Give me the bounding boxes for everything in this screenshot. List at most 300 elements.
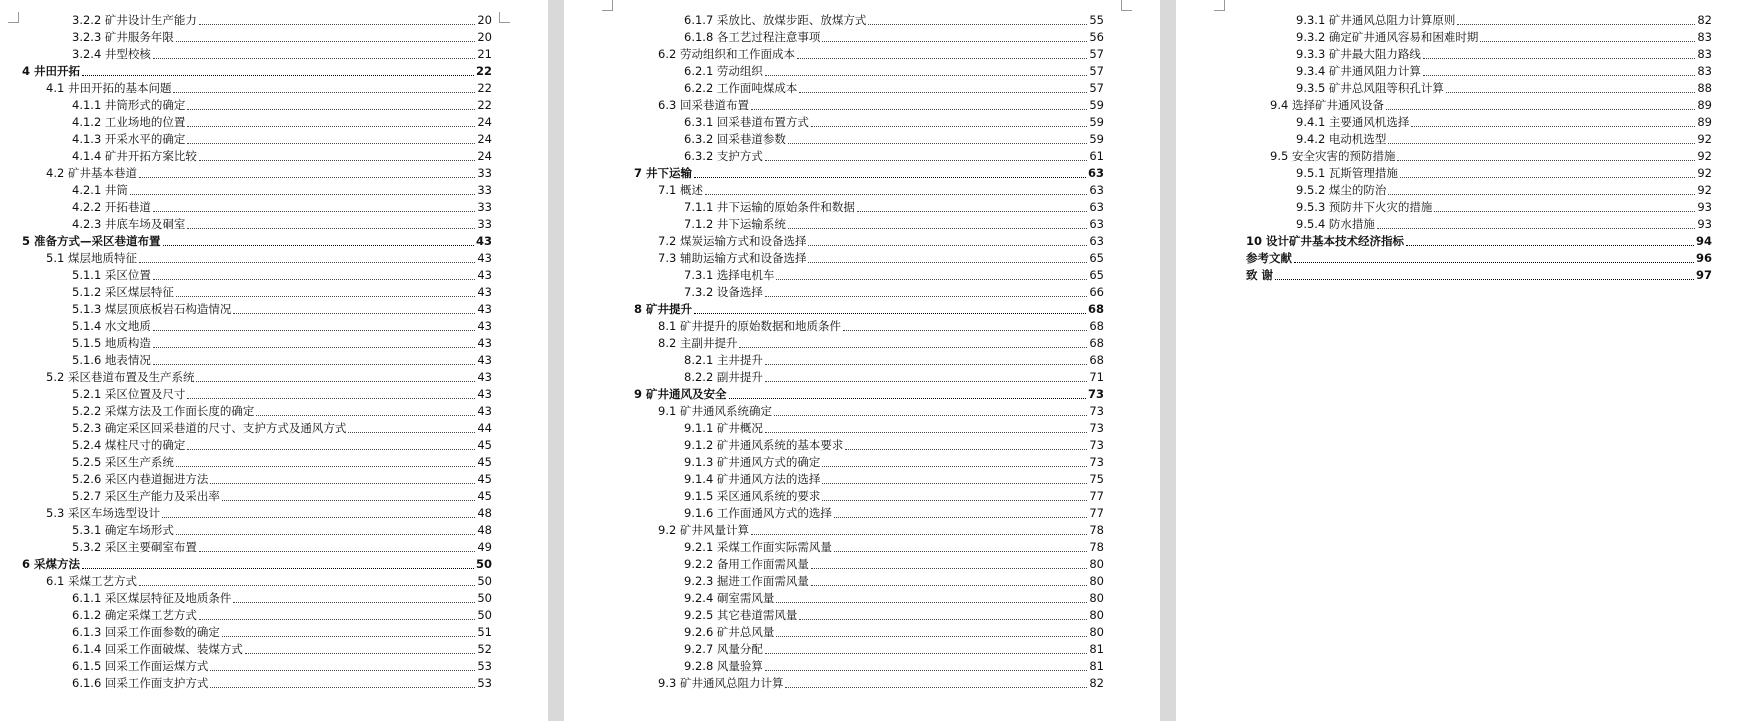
toc-entry-title: 8.2.1 主井提升	[684, 353, 763, 367]
toc-entry-page-number: 43	[477, 404, 492, 418]
toc-entry-page-number: 51	[477, 625, 492, 639]
toc-entry[interactable]	[72, 641, 492, 658]
dot-leader	[1434, 211, 1695, 212]
toc-entry-title: 3.2.4 井型校核	[72, 47, 151, 61]
toc-entry[interactable]	[72, 522, 492, 539]
dot-leader	[694, 177, 1086, 178]
toc-entry-page-number: 63	[1089, 217, 1104, 231]
toc-entry-title: 8.1 矿井提升的原始数据和地质条件	[658, 319, 841, 333]
toc-entry-title: 9.3.3 矿井最大阻力路线	[1296, 47, 1421, 61]
toc-entry-page-number: 97	[1695, 268, 1712, 282]
dot-leader	[808, 245, 1087, 246]
toc-entry[interactable]	[634, 165, 1104, 182]
toc-entry-page-number: 53	[477, 676, 492, 690]
toc-entry[interactable]	[1296, 80, 1712, 97]
toc-entry[interactable]	[46, 505, 492, 522]
toc-entry-page-number: 21	[477, 47, 492, 61]
dot-leader	[245, 653, 475, 654]
toc-entry-title: 9.5.4 防水措施	[1296, 217, 1375, 231]
toc-entry-page-number: 75	[1089, 472, 1104, 486]
dot-leader	[1446, 92, 1695, 93]
toc-entry-page-number: 89	[1697, 115, 1712, 129]
toc-entry-title: 8 矿井提升	[634, 302, 693, 316]
toc-entry-title: 5.3 采区车场选型设计	[46, 506, 160, 520]
toc-entry-title: 参考文献	[1246, 251, 1292, 265]
toc-entry-title: 9.3.2 确定矿井通风容易和困难时期	[1296, 30, 1479, 44]
dot-leader	[811, 568, 1087, 569]
toc-entry[interactable]	[684, 284, 1104, 301]
toc-entry-page-number: 77	[1089, 506, 1104, 520]
toc-entry-page-number: 48	[477, 506, 492, 520]
toc-entry[interactable]	[1246, 250, 1712, 267]
dot-leader	[751, 109, 1087, 110]
toc-entry-page-number: 65	[1089, 268, 1104, 282]
dot-leader	[811, 585, 1087, 586]
toc-entry-title: 5.1.6 地表情况	[72, 353, 151, 367]
toc-entry-page-number: 56	[1089, 30, 1104, 44]
dot-leader	[845, 449, 1087, 450]
toc-entry[interactable]	[72, 352, 492, 369]
toc-entry[interactable]	[72, 454, 492, 471]
dot-leader	[196, 381, 475, 382]
toc-entry-title: 9.3.4 矿井通风阻力计算	[1296, 64, 1421, 78]
toc-entry-title: 6.1.2 确定采煤工艺方式	[72, 608, 197, 622]
toc-entry-page-number: 83	[1697, 47, 1712, 61]
toc-entry-title: 9.4.2 电动机选型	[1296, 132, 1387, 146]
dot-leader	[222, 636, 475, 637]
toc-entry-page-number: 78	[1089, 523, 1104, 537]
toc-entry[interactable]	[684, 556, 1104, 573]
dot-leader	[162, 517, 475, 518]
dot-leader	[256, 415, 475, 416]
toc-entry-page-number: 22	[477, 98, 492, 112]
toc-entry-title: 9.5 安全灾害的预防措施	[1270, 149, 1396, 163]
toc-entry-page-number: 22	[477, 81, 492, 95]
toc-entry[interactable]	[72, 267, 492, 284]
toc-entry[interactable]	[1296, 114, 1712, 131]
dot-leader	[774, 415, 1087, 416]
dot-leader	[765, 296, 1087, 297]
toc-entry-page-number: 61	[1089, 149, 1104, 163]
toc-entry[interactable]	[72, 199, 492, 216]
dot-leader	[776, 279, 1087, 280]
toc-entry-page-number: 48	[477, 523, 492, 537]
dot-leader	[163, 245, 474, 246]
toc-entry[interactable]	[72, 335, 492, 352]
toc-entry-title: 5.1.5 地质构造	[72, 336, 151, 350]
toc-entry-title: 5.2.7 采区生产能力及采出率	[72, 489, 220, 503]
toc-entry[interactable]	[72, 437, 492, 454]
toc-entry[interactable]	[1296, 131, 1712, 148]
dot-leader	[348, 432, 475, 433]
toc-entry[interactable]	[658, 182, 1104, 199]
toc-entry[interactable]	[72, 182, 492, 199]
toc-entry[interactable]	[658, 233, 1104, 250]
toc-entry[interactable]	[684, 80, 1104, 97]
toc-entry[interactable]	[72, 539, 492, 556]
toc-entry-page-number: 59	[1089, 132, 1104, 146]
toc-entry-page-number: 73	[1089, 404, 1104, 418]
toc-entry-page-number: 53	[477, 659, 492, 673]
toc-entry[interactable]	[658, 97, 1104, 114]
toc-entry-title: 9.4.1 主要通风机选择	[1296, 115, 1410, 129]
toc-entry-page-number: 92	[1697, 149, 1712, 163]
toc-entry[interactable]	[72, 284, 492, 301]
toc-entry[interactable]	[684, 437, 1104, 454]
toc-entry-title: 9.4 选择矿井通风设备	[1270, 98, 1384, 112]
toc-entry-page-number: 63	[1089, 183, 1104, 197]
toc-entry-page-number: 68	[1089, 319, 1104, 333]
toc-entry[interactable]	[684, 505, 1104, 522]
toc-entry-title: 4 井田开拓	[22, 64, 81, 78]
toc-entry-page-number: 80	[1089, 625, 1104, 639]
toc-entry[interactable]	[22, 233, 492, 250]
toc-entry[interactable]	[72, 471, 492, 488]
toc-entry-title: 4.1.2 工业场地的位置	[72, 115, 186, 129]
toc-entry-title: 9.2.4 硐室需风量	[684, 591, 775, 605]
toc-entry-title: 6.2.2 工作面吨煤成本	[684, 81, 798, 95]
toc-entry-title: 6.2.1 劳动组织	[684, 64, 763, 78]
toc-entry-page-number: 59	[1089, 98, 1104, 112]
dot-leader	[785, 687, 1087, 688]
toc-entry-title: 3.2.3 矿井服务年限	[72, 30, 174, 44]
toc-entry[interactable]	[684, 352, 1104, 369]
toc-entry-page-number: 24	[477, 132, 492, 146]
toc-entry-title: 3.2.2 矿井设计生产能力	[72, 13, 197, 27]
dot-leader	[199, 160, 475, 161]
toc-entry-page-number: 43	[477, 387, 492, 401]
toc-entry[interactable]	[1296, 216, 1712, 233]
dot-leader	[1400, 177, 1695, 178]
dot-leader	[210, 670, 475, 671]
toc-entry-title: 9.2.8 风量验算	[684, 659, 763, 673]
toc-entry-title: 10 设计矿井基本技术经济指标	[1246, 234, 1405, 248]
toc-entry-page-number: 33	[477, 166, 492, 180]
dot-leader	[751, 534, 1087, 535]
dot-leader	[797, 58, 1087, 59]
toc-entry-page-number: 45	[477, 438, 492, 452]
toc-entry[interactable]	[684, 454, 1104, 471]
dot-leader	[176, 534, 475, 535]
toc-entry[interactable]	[684, 420, 1104, 437]
toc-entry-title: 9.2.5 其它巷道需风量	[684, 608, 798, 622]
toc-entry[interactable]	[634, 301, 1104, 318]
toc-entry-title: 5.1.3 煤层顶底板岩石构造情况	[72, 302, 232, 316]
toc-entry[interactable]	[684, 624, 1104, 641]
toc-entry-page-number: 66	[1089, 285, 1104, 299]
toc-entry-page-number: 80	[1089, 608, 1104, 622]
toc-entry-page-number: 63	[1087, 166, 1104, 180]
toc-entry[interactable]	[658, 522, 1104, 539]
toc-entry-title: 9.1 矿井通风系统确定	[658, 404, 772, 418]
toc-entry-page-number: 68	[1087, 302, 1104, 316]
dot-leader	[765, 364, 1087, 365]
toc-entry-title: 8.2 主副井提升	[658, 336, 738, 350]
toc-entry-title: 9.2.1 采煤工作面实际需风量	[684, 540, 832, 554]
toc-entry-page-number: 49	[477, 540, 492, 554]
document-page-3	[1176, 0, 1742, 721]
toc-entry-page-number: 73	[1089, 438, 1104, 452]
dot-leader	[130, 194, 475, 195]
dot-leader	[822, 466, 1087, 467]
toc-entry[interactable]	[684, 471, 1104, 488]
toc-entry[interactable]	[72, 318, 492, 335]
dot-leader	[765, 432, 1087, 433]
toc-entry[interactable]	[72, 624, 492, 641]
toc-entry-title: 5 准备方式—采区巷道布置	[22, 234, 161, 248]
toc-entry[interactable]	[684, 590, 1104, 607]
dot-leader	[822, 41, 1087, 42]
toc-entry[interactable]	[658, 46, 1104, 63]
dot-leader	[729, 398, 1086, 399]
dot-leader	[187, 449, 475, 450]
toc-entry[interactable]	[22, 556, 492, 573]
toc-entry-page-number: 50	[477, 608, 492, 622]
toc-entry[interactable]	[72, 403, 492, 420]
toc-entry[interactable]	[658, 335, 1104, 352]
toc-entry-page-number: 80	[1089, 574, 1104, 588]
toc-column	[1176, 12, 1742, 284]
toc-entry-page-number: 94	[1695, 234, 1712, 248]
dot-leader	[822, 483, 1087, 484]
toc-entry-page-number: 81	[1089, 642, 1104, 656]
toc-entry-title: 9.1.5 采区通风系统的要求	[684, 489, 821, 503]
toc-entry-title: 6.3.1 回采巷道布置方式	[684, 115, 809, 129]
toc-entry[interactable]	[684, 131, 1104, 148]
dot-leader	[834, 551, 1087, 552]
toc-entry[interactable]	[1246, 233, 1712, 250]
toc-entry-title: 6.3 回采巷道布置	[658, 98, 749, 112]
dot-leader	[1386, 109, 1695, 110]
toc-entry[interactable]	[1270, 148, 1712, 165]
toc-entry[interactable]	[72, 12, 492, 29]
toc-entry-page-number: 43	[475, 234, 492, 248]
toc-entry[interactable]	[684, 641, 1104, 658]
toc-entry-title: 9.2.2 备用工作面需风量	[684, 557, 809, 571]
dot-leader	[187, 143, 475, 144]
toc-entry[interactable]	[1246, 267, 1712, 284]
toc-column	[0, 12, 548, 692]
dot-leader	[153, 58, 475, 59]
toc-entry[interactable]	[72, 114, 492, 131]
toc-entry-page-number: 63	[1089, 200, 1104, 214]
toc-entry[interactable]	[1296, 63, 1712, 80]
toc-entry[interactable]	[72, 148, 492, 165]
toc-entry-title: 6.1.7 采放比、放煤步距、放煤方式	[684, 13, 867, 27]
toc-entry[interactable]	[684, 539, 1104, 556]
dot-leader	[705, 194, 1087, 195]
toc-entry-title: 5.2 采区巷道布置及生产系统	[46, 370, 195, 384]
toc-entry-title: 6.1.1 采区煤层特征及地质条件	[72, 591, 232, 605]
toc-entry-page-number: 78	[1089, 540, 1104, 554]
dot-leader	[857, 211, 1087, 212]
dot-leader	[176, 41, 475, 42]
dot-leader	[1397, 160, 1695, 161]
dot-leader	[765, 160, 1087, 161]
dot-leader	[153, 279, 475, 280]
toc-entry[interactable]	[658, 675, 1104, 692]
toc-entry-title: 4.2.2 开拓巷道	[72, 200, 151, 214]
toc-entry[interactable]	[72, 488, 492, 505]
toc-entry-title: 6.1.5 回采工作面运煤方式	[72, 659, 209, 673]
dot-leader	[808, 262, 1087, 263]
toc-entry[interactable]	[684, 114, 1104, 131]
toc-entry-page-number: 96	[1695, 251, 1712, 265]
dot-leader	[811, 126, 1087, 127]
toc-entry[interactable]	[684, 29, 1104, 46]
toc-column	[564, 12, 1160, 692]
dot-leader	[176, 296, 475, 297]
toc-entry[interactable]	[684, 369, 1104, 386]
dot-leader	[1388, 143, 1695, 144]
toc-entry[interactable]	[72, 590, 492, 607]
dot-leader	[822, 500, 1087, 501]
toc-entry[interactable]	[72, 420, 492, 437]
dot-leader	[1294, 262, 1694, 263]
toc-entry-page-number: 57	[1089, 81, 1104, 95]
toc-entry[interactable]	[684, 12, 1104, 29]
dot-leader	[199, 24, 475, 25]
toc-entry-page-number: 43	[477, 302, 492, 316]
toc-entry[interactable]	[634, 386, 1104, 403]
toc-entry[interactable]	[1296, 182, 1712, 199]
toc-entry-title: 6.1.6 回采工作面支护方式	[72, 676, 209, 690]
toc-entry-page-number: 50	[477, 574, 492, 588]
toc-entry[interactable]	[72, 216, 492, 233]
toc-entry-title: 5.1.1 采区位置	[72, 268, 151, 282]
margin-corner-mark	[602, 0, 613, 11]
toc-entry-page-number: 92	[1697, 132, 1712, 146]
toc-entry[interactable]	[1270, 97, 1712, 114]
toc-entry-page-number: 45	[477, 472, 492, 486]
toc-entry-page-number: 43	[477, 319, 492, 333]
toc-entry-title: 4.1.3 开采水平的确定	[72, 132, 186, 146]
toc-entry[interactable]	[684, 488, 1104, 505]
toc-entry[interactable]	[72, 386, 492, 403]
dot-leader	[153, 330, 475, 331]
toc-entry-title: 9.5.2 煤尘的防治	[1296, 183, 1387, 197]
toc-entry[interactable]	[1296, 29, 1712, 46]
toc-entry[interactable]	[72, 607, 492, 624]
toc-entry-page-number: 71	[1089, 370, 1104, 384]
toc-entry[interactable]	[72, 97, 492, 114]
toc-entry[interactable]	[1296, 165, 1712, 182]
dot-leader	[139, 585, 475, 586]
toc-entry[interactable]	[658, 403, 1104, 420]
toc-entry-page-number: 20	[477, 30, 492, 44]
toc-entry[interactable]	[1296, 12, 1712, 29]
toc-entry[interactable]	[72, 29, 492, 46]
dot-leader	[173, 92, 475, 93]
toc-entry[interactable]	[684, 267, 1104, 284]
toc-entry-page-number: 50	[477, 591, 492, 605]
dot-leader	[799, 92, 1087, 93]
page-gap-1	[548, 0, 564, 721]
toc-entry-title: 致 谢	[1246, 268, 1274, 282]
toc-entry[interactable]	[22, 63, 492, 80]
toc-entry-title: 7.3 辅助运输方式和设备选择	[658, 251, 807, 265]
toc-entry[interactable]	[72, 131, 492, 148]
toc-entry-page-number: 52	[477, 642, 492, 656]
toc-entry-title: 6 采煤方法	[22, 557, 81, 571]
toc-entry-title: 9.3.1 矿井通风总阻力计算原则	[1296, 13, 1456, 27]
toc-entry[interactable]	[1296, 199, 1712, 216]
toc-entry-page-number: 77	[1089, 489, 1104, 503]
toc-entry[interactable]	[46, 80, 492, 97]
dot-leader	[1388, 194, 1695, 195]
toc-entry-page-number: 44	[477, 421, 492, 435]
toc-entry[interactable]	[684, 199, 1104, 216]
toc-entry[interactable]	[684, 63, 1104, 80]
dot-leader	[765, 670, 1087, 671]
toc-entry-page-number: 24	[477, 149, 492, 163]
toc-entry[interactable]	[46, 165, 492, 182]
toc-entry[interactable]	[46, 573, 492, 590]
toc-entry[interactable]	[684, 573, 1104, 590]
toc-entry-page-number: 33	[477, 217, 492, 231]
toc-entry[interactable]	[46, 369, 492, 386]
dot-leader	[210, 483, 475, 484]
toc-entry[interactable]	[684, 148, 1104, 165]
toc-entry-title: 7.3.1 选择电机车	[684, 268, 775, 282]
dot-leader	[788, 143, 1087, 144]
toc-entry-title: 9.2 矿井风量计算	[658, 523, 749, 537]
dot-leader	[139, 177, 475, 178]
toc-entry[interactable]	[684, 658, 1104, 675]
toc-entry[interactable]	[658, 250, 1104, 267]
toc-entry-title: 9.1.4 矿井通风方法的选择	[684, 472, 821, 486]
toc-entry[interactable]	[46, 250, 492, 267]
toc-entry-title: 6.1.3 回采工作面参数的确定	[72, 625, 220, 639]
toc-entry-page-number: 92	[1697, 183, 1712, 197]
toc-entry-page-number: 80	[1089, 591, 1104, 605]
toc-entry[interactable]	[72, 675, 492, 692]
dot-leader	[1377, 228, 1695, 229]
toc-entry-title: 9.3 矿井通风总阻力计算	[658, 676, 784, 690]
toc-entry[interactable]	[72, 658, 492, 675]
toc-entry[interactable]	[684, 216, 1104, 233]
dot-leader	[776, 636, 1087, 637]
toc-entry-page-number: 22	[475, 64, 492, 78]
toc-entry-title: 5.1.4 水文地质	[72, 319, 151, 333]
toc-entry-page-number: 59	[1089, 115, 1104, 129]
dot-leader	[765, 653, 1087, 654]
document-page-1	[0, 0, 548, 721]
toc-entry-page-number: 57	[1089, 64, 1104, 78]
toc-entry-title: 9.5.3 预防井下火灾的措施	[1296, 200, 1433, 214]
dot-leader	[788, 228, 1087, 229]
dot-leader	[187, 398, 475, 399]
dot-leader	[739, 347, 1087, 348]
toc-entry-page-number: 57	[1089, 47, 1104, 61]
toc-entry[interactable]	[1296, 46, 1712, 63]
toc-entry[interactable]	[72, 46, 492, 63]
toc-entry-title: 5.2.5 采区生产系统	[72, 455, 174, 469]
toc-entry-title: 7.1.2 井下运输系统	[684, 217, 786, 231]
toc-entry-title: 9 矿井通风及安全	[634, 387, 727, 401]
toc-entry-title: 5.2.6 采区内巷道掘进方法	[72, 472, 209, 486]
dot-leader	[1423, 58, 1695, 59]
toc-entry[interactable]	[72, 301, 492, 318]
dot-leader	[1406, 245, 1694, 246]
toc-entry-page-number: 68	[1089, 353, 1104, 367]
toc-entry-title: 7.1.1 井下运输的原始条件和数据	[684, 200, 855, 214]
toc-entry-page-number: 43	[477, 268, 492, 282]
toc-entry[interactable]	[684, 607, 1104, 624]
toc-entry-page-number: 63	[1089, 234, 1104, 248]
toc-entry[interactable]	[658, 318, 1104, 335]
dot-leader	[233, 313, 475, 314]
